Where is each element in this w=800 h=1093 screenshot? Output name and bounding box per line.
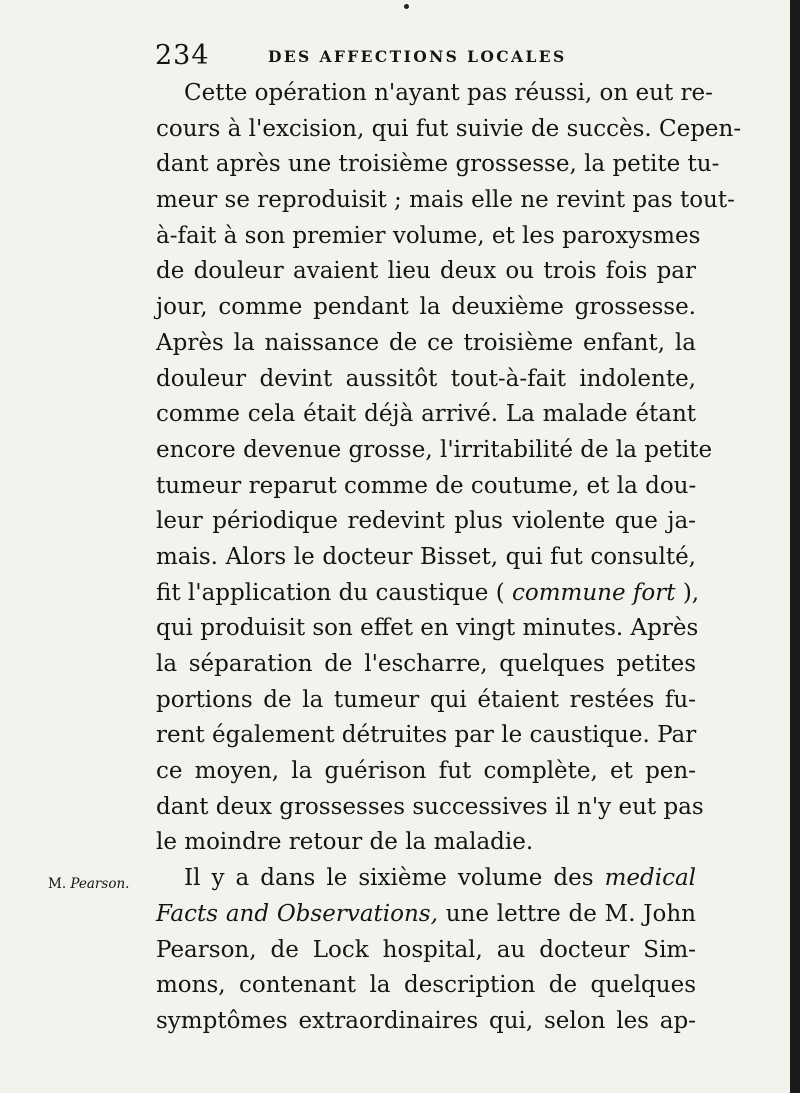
running-head: DES AFFECTIONS LOCALES (268, 47, 567, 66)
text-line: mais. Alors le docteur Bisset, qui fut consulté, (156, 543, 696, 570)
text-line: dant deux grossesses successives il n'y eut pas (156, 793, 704, 820)
text-line: le moindre retour de la maladie. (156, 829, 534, 856)
text-line: de douleur avaient lieu deux ou trois fois par (156, 258, 696, 285)
text-line: qui produisit son effet en vingt minutes. Après (156, 615, 699, 642)
text-line-with-italic (156, 861, 696, 897)
text-line: leur périodique redevint plus violente que ja- (156, 508, 696, 535)
text-line: dant après une troisième grossesse, la petite tu- (156, 151, 720, 178)
page-header (155, 40, 715, 70)
text-line: la séparation de l'escharre, quelques petites (156, 651, 696, 677)
scan-edge (790, 0, 800, 1093)
body-text (156, 76, 742, 1040)
text-line-with-italic (156, 897, 696, 933)
text-line: meur se reproduisit ; mais elle ne revint pas tout- (156, 187, 735, 214)
text-line: cours à l'excision, qui fut suivie de succès. Cepen- (156, 115, 742, 142)
italic-term: Facts and Observations, (156, 900, 438, 927)
line-segment: ), (682, 579, 700, 606)
page-number: 234 (155, 40, 210, 71)
text-line: portions de la tumeur qui étaient restées fu- (156, 686, 696, 713)
text-line: Cette opération n'ayant pas réussi, on eut re- (184, 80, 713, 106)
text-line-with-italic (156, 576, 700, 612)
line-segment: Il y a dans le sixième volume des (184, 865, 594, 892)
text-line: mons, contenant la description de quelques (156, 972, 696, 999)
italic-term: commune fort (512, 579, 676, 606)
text-line: jour, comme pendant la deuxième grossesse. (156, 294, 696, 321)
text-line: encore devenue grosse, l'irritabilité de la petite (156, 436, 713, 463)
margin-note (48, 876, 129, 892)
text-line: Pearson, de Lock hospital, au docteur Sim- (156, 936, 696, 963)
text-line: rent également détruites par le caustique. Par (156, 722, 697, 749)
text-line: à-fait à son premier volume, et les paroxysmes (156, 222, 701, 249)
text-line: comme cela était déjà arrivé. La malade étant (156, 401, 696, 428)
margin-note-name: Pearson. (70, 876, 130, 892)
text-line: ce moyen, la guérison fut complète, et pen- (156, 758, 696, 785)
italic-term: medical (604, 865, 697, 892)
text-line: Après la naissance de ce troisième enfant, la (156, 329, 696, 356)
text-line: tumeur reparut comme de coutume, et la dou- (156, 472, 697, 499)
line-segment: fit l'application du caustique ( (156, 579, 505, 606)
margin-note-initial: M. (48, 876, 67, 892)
line-segment: une lettre de M. John (445, 900, 696, 927)
text-line: douleur devint aussitôt tout-à-fait indolente, (156, 365, 696, 392)
ink-speck (404, 4, 409, 9)
text-line: symptômes extraordinaires qui, selon les ap- (156, 1007, 696, 1034)
